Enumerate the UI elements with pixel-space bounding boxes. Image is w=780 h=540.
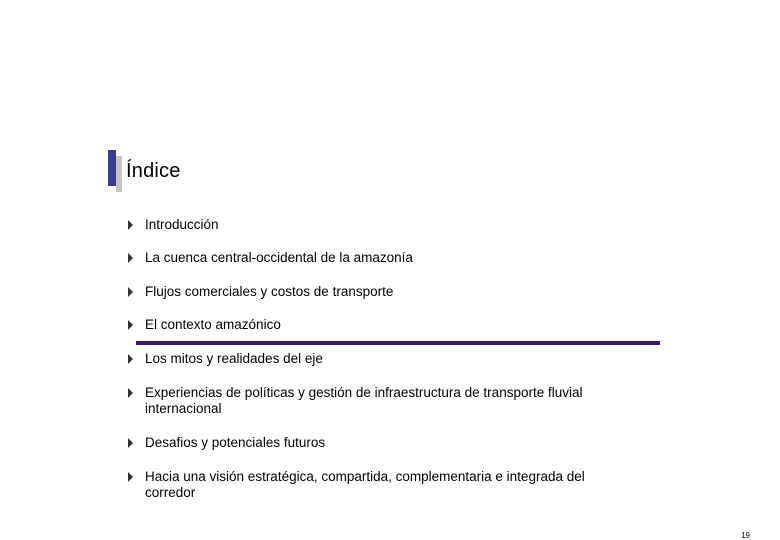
- list-item-text: El contexto amazónico: [145, 317, 281, 332]
- list-item-text: Experiencias de políticas y gestión de infraestructura de transporte fluvial internacional: [145, 385, 583, 416]
- horizontal-divider: [136, 341, 660, 345]
- triangle-bullet-icon: [128, 438, 133, 448]
- triangle-bullet-icon: [128, 220, 133, 230]
- list-item-text: Introducción: [145, 217, 219, 232]
- triangle-bullet-icon: [128, 472, 133, 482]
- list-item: [128, 284, 628, 300]
- title-accent-bar: [108, 150, 116, 186]
- list-item: [128, 469, 628, 501]
- list-item-text: Hacia una visión estratégica, compartida, complementaria e integrada del corredor: [145, 469, 585, 500]
- title-accent-shadow: [116, 156, 122, 192]
- page-number: 19: [741, 531, 750, 540]
- list-item-text: Desafios y potenciales futuros: [145, 435, 326, 450]
- list-item-text: Flujos comerciales y costos de transporte: [145, 284, 394, 299]
- list-item-text: La cuenca central-occidental de la amazonía: [145, 250, 413, 265]
- list-item-text: Los mitos y realidades del eje: [145, 351, 323, 366]
- triangle-bullet-icon: [128, 388, 133, 398]
- list-item: [128, 351, 628, 367]
- list-item: [128, 217, 628, 233]
- triangle-bullet-icon: [128, 253, 133, 263]
- list-item: [128, 435, 628, 451]
- list-item: [128, 385, 628, 417]
- list-item: [128, 250, 628, 266]
- triangle-bullet-icon: [128, 354, 133, 364]
- triangle-bullet-icon: [128, 320, 133, 330]
- slide-title: Índice: [126, 160, 181, 182]
- triangle-bullet-icon: [128, 287, 133, 297]
- list-item: [128, 317, 628, 333]
